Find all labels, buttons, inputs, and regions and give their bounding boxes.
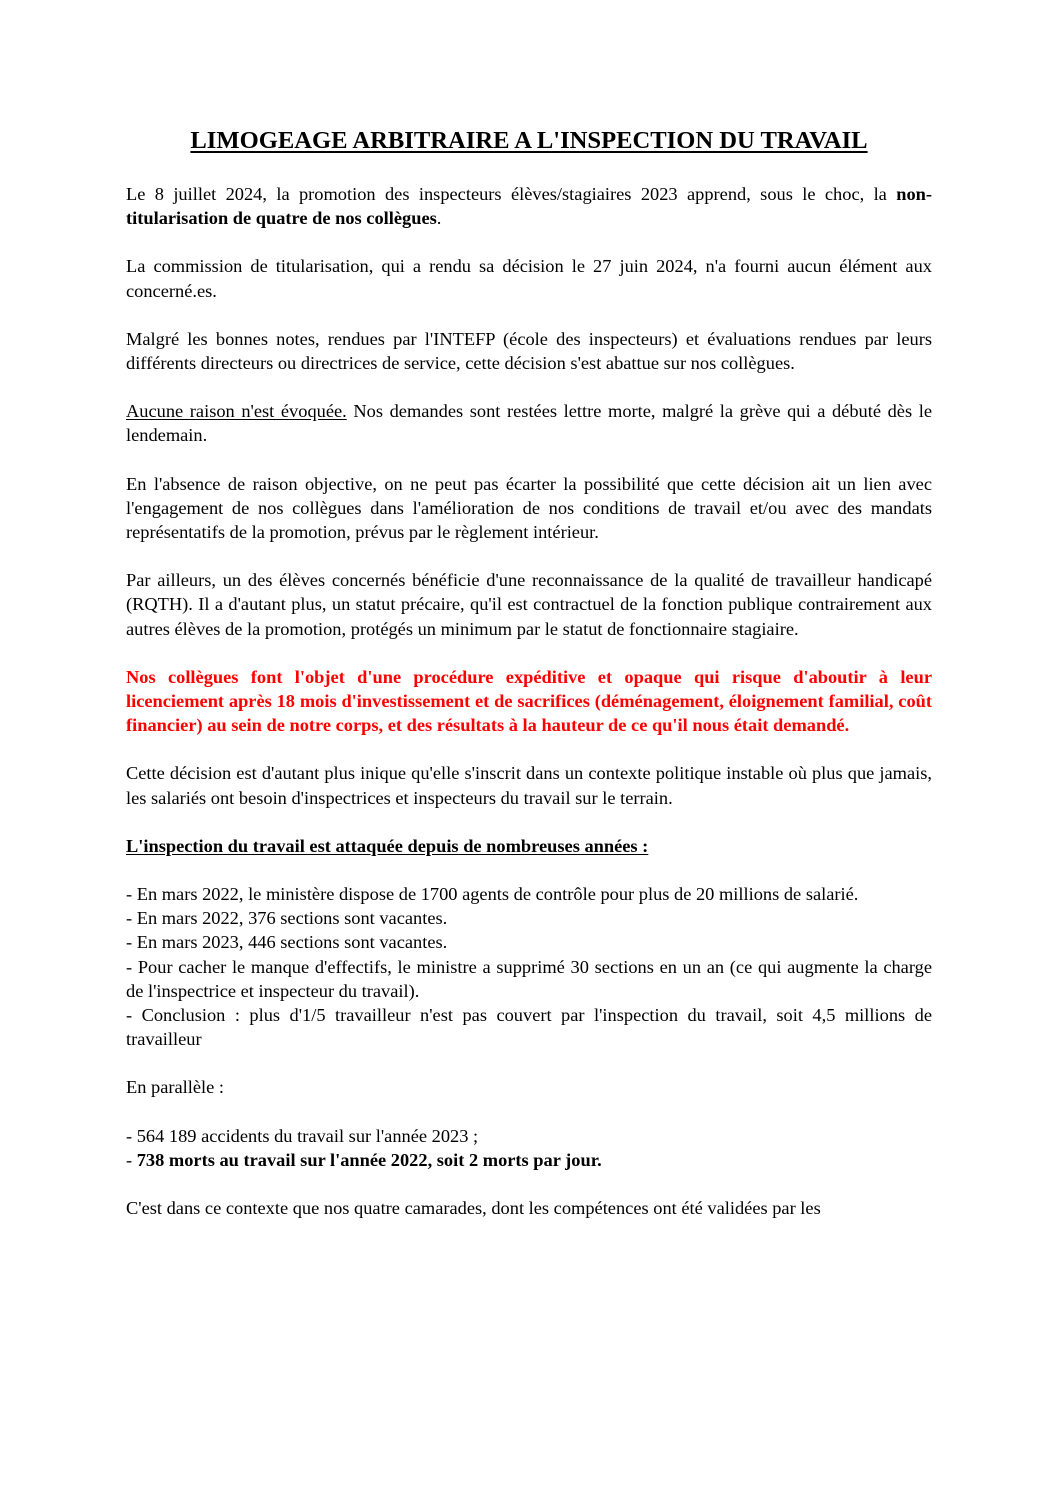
paragraph-red-warning: Nos collègues font l'objet d'une procédure expéditive et opaque qui risque d'aboutir à leur licenciement après 18 mois d'investissement et de sacrifices (déménagement, éloignement familial, coût financier) au sein de notre corps, et des résultats à la hauteur de ce qu'il nous était demandé. (126, 666, 932, 736)
no-reason-underlined: Aucune raison n'est évoquée. (126, 401, 347, 422)
deaths-dash: - (126, 1149, 137, 1170)
paragraph-context: Cette décision est d'autant plus inique qu'elle s'inscrit dans un contexte politique instable où plus que jamais, les salariés ont besoin d'inspectrices et inspecteurs du travail sur le terrain. (126, 763, 932, 808)
paragraph-announcement (126, 182, 932, 230)
stats-item: - En mars 2023, 446 sections sont vacantes. (126, 932, 448, 953)
accidents-item: - 564 189 accidents du travail sur l'année 2023 ; (126, 1125, 479, 1146)
paragraph-rqth: Par ailleurs, un des élèves concernés bénéficie d'une reconnaissance de la qualité de travailleur handicapé (RQTH). Il a d'autant plus, un statut précaire, qu'il est contractuel de la fonction publique contrairement aux autres élèves de la promotion, protégés un minimum par le statut de fonctionnaire stagiaire. (126, 570, 932, 639)
stats-item: - Pour cacher le manque d'effectifs, le ministre a supprimé 30 sections en un an (ce qui augmente la charge de l'inspectrice et inspecteur du travail). (126, 956, 932, 1001)
paragraph-grades: Malgré les bonnes notes, rendues par l'INTEFP (école des inspecteurs) et évaluations rendues par leurs différents directeurs ou directrices de service, cette décision s'est abattue sur nos collègues. (126, 328, 932, 374)
page-title: LIMOGEAGE ARBITRAIRE A L'INSPECTION DU TRAVAIL (190, 127, 868, 154)
accidents-list (126, 1124, 932, 1172)
announcement-text: Le 8 juillet 2024, la promotion des inspecteurs élèves/stagiaires 2023 apprend, sous le choc, la (126, 184, 897, 204)
stats-list (126, 882, 932, 1051)
parallel-label: En parallèle : (126, 1077, 225, 1098)
announcement-end: . (436, 208, 442, 229)
paragraph-objective: En l'absence de raison objective, on ne peut pas écarter la possibilité que cette décision ait un lien avec l'engagement de nos collègues dans l'amélioration de nos conditions de travail et/ou avec des mandats représentatifs de la promotion, prévus par le règlement intérieur. (126, 473, 932, 543)
deaths-bold: 738 morts au travail sur l'année 2022, soit 2 morts par jour. (136, 1149, 602, 1170)
document-page (126, 126, 932, 1220)
paragraph-commission: La commission de titularisation, qui a rendu sa décision le 27 juin 2024, n'a fourni aucun élément aux concerné.es. (126, 256, 932, 301)
stats-item: - Conclusion : plus d'1/5 travailleur n'est pas couvert par l'inspection du travail, soit 4,5 millions de travailleur (126, 1005, 932, 1050)
section-heading: L'inspection du travail est attaquée depuis de nombreuses années : (126, 835, 649, 856)
deaths-item (126, 1148, 932, 1172)
paragraph-last: C'est dans ce contexte que nos quatre camarades, dont les compétences ont été validées par les (126, 1198, 821, 1219)
stats-item: - En mars 2022, le ministère dispose de 1700 agents de contrôle pour plus de 20 millions de salarié. (126, 884, 859, 905)
announcement-bold: non-titularisation de quatre de nos collègues (126, 184, 932, 229)
paragraph-no-reason (126, 399, 932, 447)
stats-item: - En mars 2022, 376 sections sont vacantes. (126, 908, 448, 929)
no-reason-text: Nos demandes sont restées lettre morte, malgré la grève qui a débuté dès le lendemain. (126, 401, 932, 446)
